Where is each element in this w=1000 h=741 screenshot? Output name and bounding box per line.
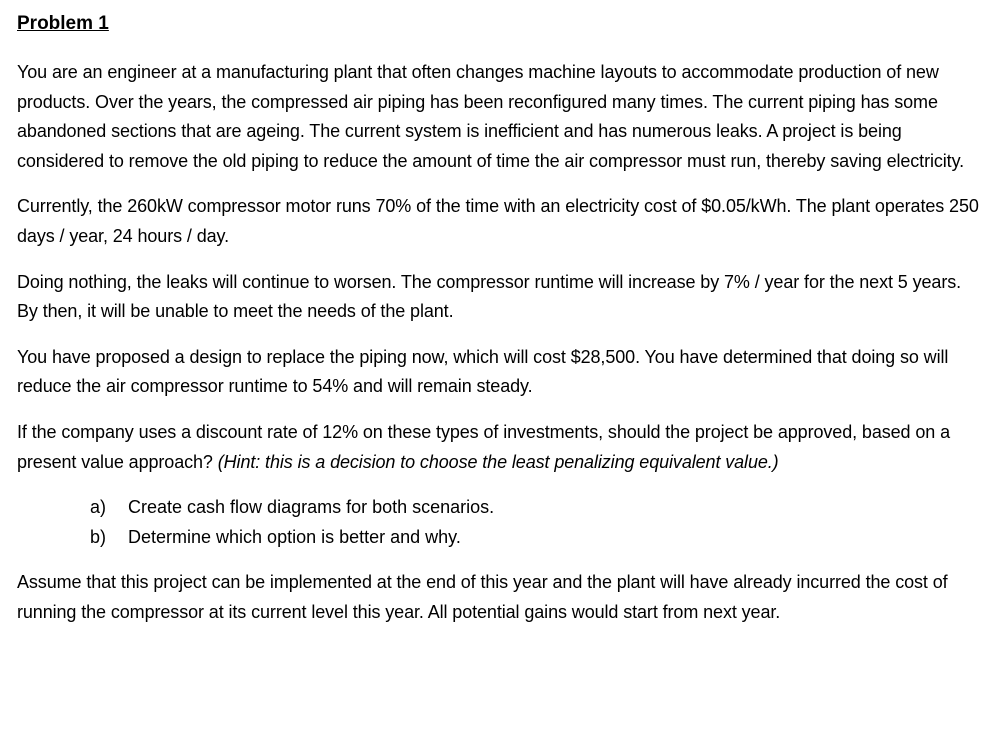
list-item: [17, 493, 985, 523]
list-marker-b: b): [90, 526, 107, 547]
list-marker-a: a): [90, 497, 107, 518]
list-text-b: Determine which option is better and why.: [128, 526, 461, 547]
document-page: [17, 10, 985, 628]
question-text: If the company uses a discount rate of 12% on these types of investments, should the project be approved, based on a present value approach?: [17, 421, 950, 472]
list-item: [17, 523, 985, 553]
task-list: [17, 493, 985, 552]
paragraph-question: [17, 418, 985, 477]
paragraph-proposal: You have proposed a design to replace the piping now, which will cost $28,500. You have determined that doing so will reduce the air compressor runtime to 54% and will remain steady.: [17, 346, 949, 397]
paragraph-assumption: Assume that this project can be implemented at the end of this year and the plant will have already incurred the cost of running the compressor at its current level this year. All potential gains would start from next year.: [17, 572, 948, 622]
hint-text: (Hint: this is a decision to choose the least penalizing equivalent value.): [217, 451, 779, 472]
list-text-a: Create cash flow diagrams for both scenarios.: [128, 497, 495, 518]
problem-title: Problem 1: [17, 13, 109, 34]
paragraph-intro: You are an engineer at a manufacturing plant that often changes machine layouts to accommodate production of new products. Over the years, the compressed air piping has been reconfigured many times. The current piping has some abandoned sections that are ageing. The current system is inefficient and has numerous leaks. A project is being considered to remove the old piping to reduce the amount of time the air compressor must run, thereby saving electricity.: [17, 62, 965, 171]
paragraph-current-operation: Currently, the 260kW compressor motor runs 70% of the time with an electricity cost of $0.05/kWh. The plant operates 250 days / year, 24 hours / day.: [17, 196, 979, 246]
paragraph-do-nothing: Doing nothing, the leaks will continue to worsen. The compressor runtime will increase by 7% / year for the next 5 years. By then, it will be unable to meet the needs of the plant.: [17, 271, 962, 322]
